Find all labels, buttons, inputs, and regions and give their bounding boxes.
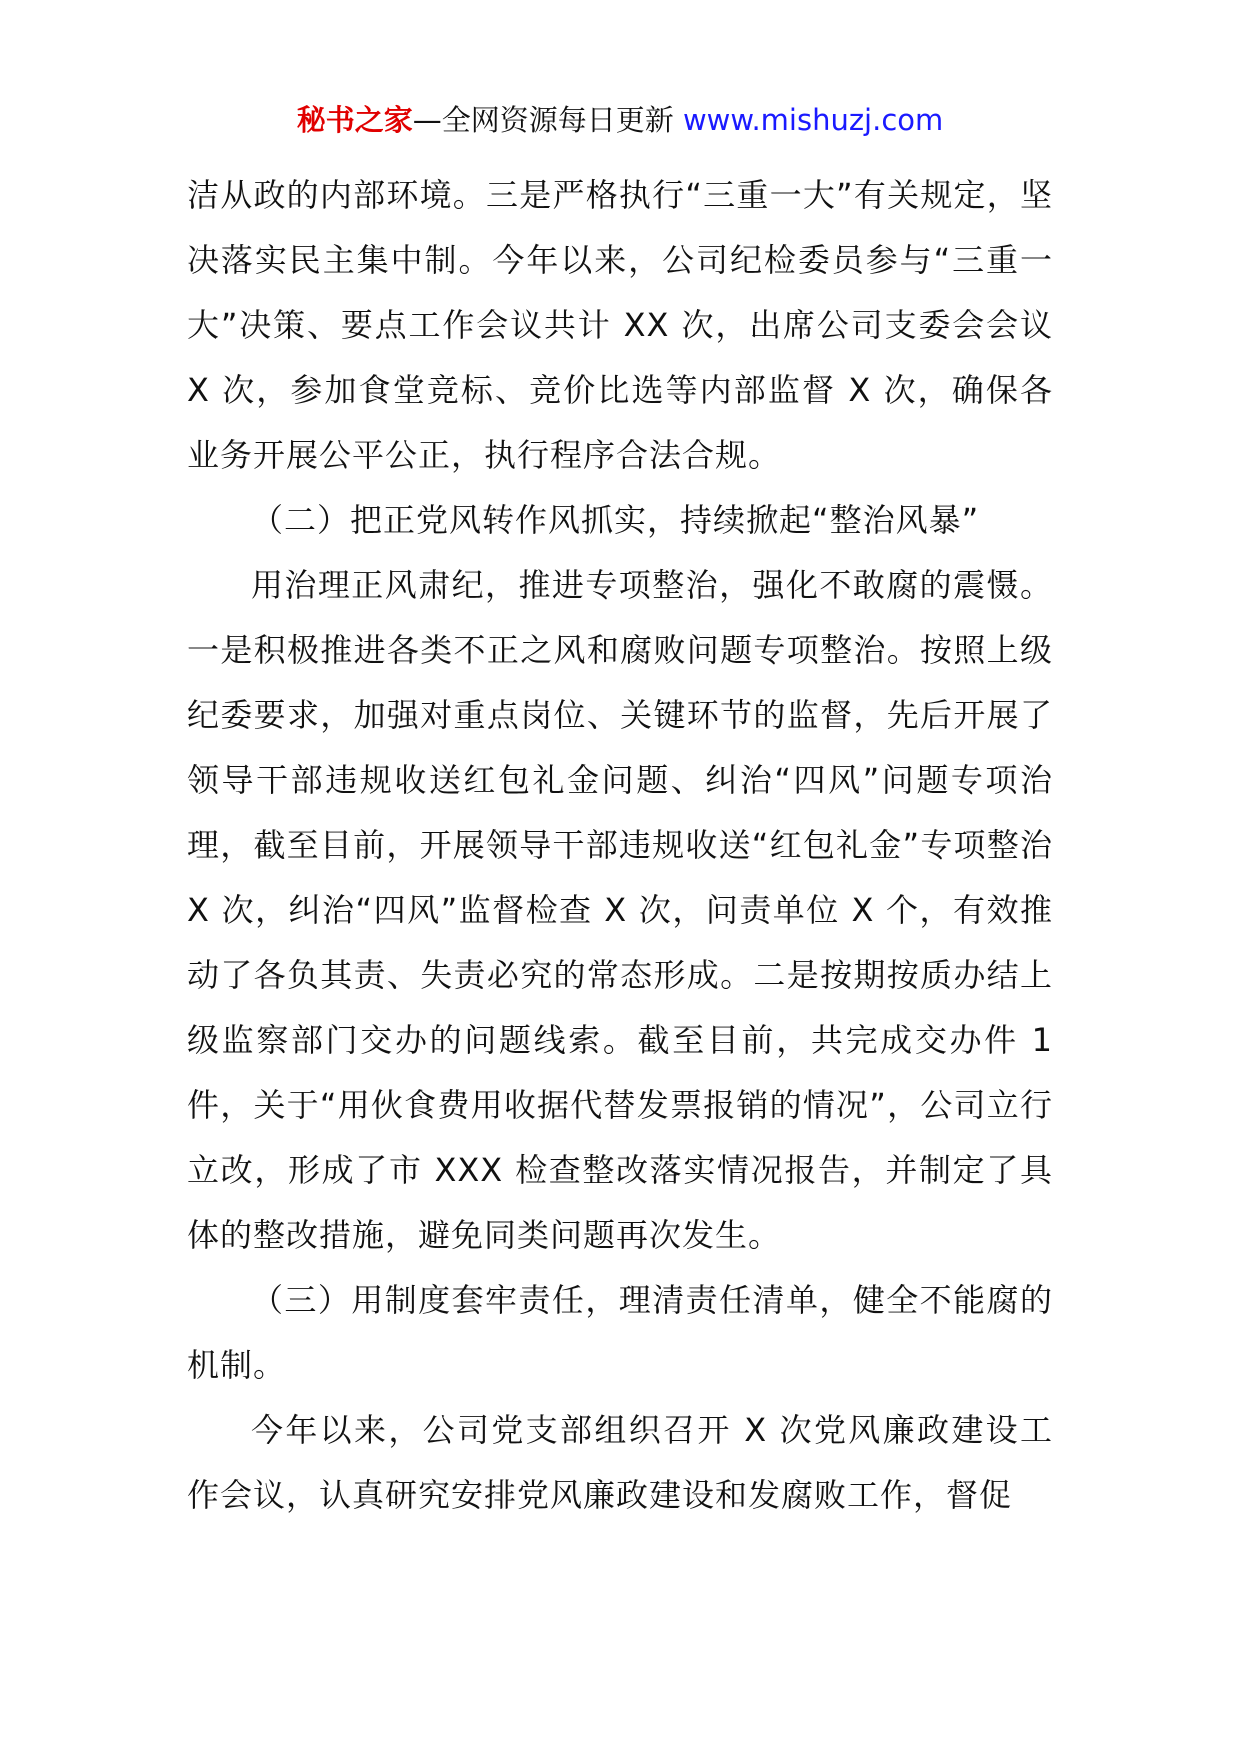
website-link[interactable]: www.mishuzj.com — [682, 103, 944, 137]
document-body — [187, 163, 1053, 1528]
header-tagline: —全网资源每日更新 — [412, 103, 683, 137]
page-header — [0, 100, 1240, 140]
section-heading-3: （三）用制度套牢责任，理清责任清单，健全不能腐的机制。 — [187, 1281, 1053, 1384]
paragraph-1: 洁从政的内部环境。三是严格执行“三重一大”有关规定，坚决落实民主集中制。今年以来，公司纪检委员参与“三重一大”决策、要点工作会议共计 XX 次，出席公司支委会会议 X 次，参加食堂竞标、竞价比选等内部监督 X 次，确保各业务开展公平公正，执行程序合法合规。 — [187, 176, 1053, 474]
brand-name: 秘书之家 — [296, 103, 413, 137]
section-heading-2: （二）把正党风转作风抓实，持续掀起“整治风暴” — [251, 501, 980, 539]
paragraph-3: 今年以来，公司党支部组织召开 X 次党风廉政建设工作会议，认真研究安排党风廉政建设和发腐败工作，督促 — [187, 1411, 1053, 1514]
paragraph-2: 用治理正风肃纪，推进专项整治，强化不敢腐的震慑。一是积极推进各类不正之风和腐败问题专项整治。按照上级纪委要求，加强对重点岗位、关键环节的监督，先后开展了领导干部违规收送红包礼金问题、纠治“四风”问题专项治理，截至目前，开展领导干部违规收送“红包礼金”专项整治 X 次，纠治“四风”监督检查 X 次，问责单位 X 个，有效推动了各负其责、失责必究的常态形成。二是按期按质办结上级监察部门交办的问题线索。截至目前，共完成交办件 1 件，关于“用伙食费用收据代替发票报销的情况”，公司立行立改，形成了市 XXX 检查整改落实情况报告，并制定了具体的整改措施，避免同类问题再次发生。 — [187, 566, 1053, 1254]
